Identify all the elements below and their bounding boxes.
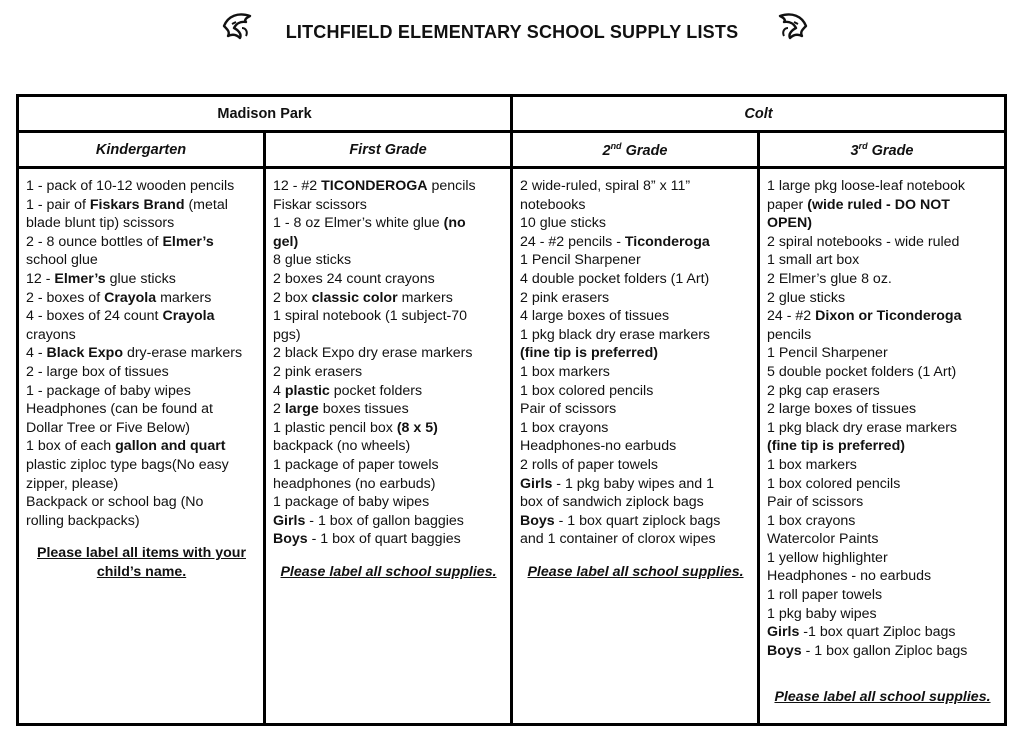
page-title: LITCHFIELD ELEMENTARY SCHOOL SUPPLY LISTS xyxy=(285,22,739,42)
list-item: 1 yellow highlighter xyxy=(767,549,888,566)
second-grade-list xyxy=(512,168,759,725)
list-item: Fiskar scissors xyxy=(273,196,367,213)
list-item: Headphones-no earbuds xyxy=(520,438,677,455)
list-item: 1 box markers xyxy=(520,363,610,380)
list-item: 2 pink erasers xyxy=(273,363,363,380)
list-item: Girls -1 box quart Ziploc bags xyxy=(767,624,956,641)
list-item: 1 box crayons xyxy=(520,419,609,436)
list-item: 2 box classic color markers xyxy=(273,289,453,306)
list-item: 2 glue sticks xyxy=(767,289,846,306)
list-item: 1 package of paper towels xyxy=(273,456,439,473)
list-item: 1 Pencil Sharpener xyxy=(520,252,641,269)
list-item: 1 - pack of 10-12 wooden pencils xyxy=(26,178,235,194)
list-item: pencils xyxy=(767,326,812,343)
list-item: 4 - Black Expo dry-erase markers xyxy=(26,345,243,362)
list-item: box of sandwich ziplock bags xyxy=(520,494,704,511)
list-item: 2 rolls of paper towels xyxy=(520,456,659,473)
list-item: OPEN) xyxy=(767,215,812,232)
list-item: 24 - #2 Dixon or Ticonderoga xyxy=(767,308,962,325)
list-item: 1 - package of baby wipes xyxy=(26,382,191,399)
list-item: 1 pkg black dry erase markers xyxy=(767,419,958,436)
list-item: pgs) xyxy=(273,326,301,343)
list-item: 4 double pocket folders (1 Art) xyxy=(520,270,710,287)
list-item: blade blunt tip) scissors xyxy=(26,215,175,232)
list-item: 2 wide-ruled, spiral 8” x 11” xyxy=(520,178,691,194)
list-item: 12 - Elmer’s glue sticks xyxy=(26,270,176,287)
school-header-madison-park: Madison Park xyxy=(18,96,512,132)
list-item: 1 box crayons xyxy=(767,512,856,529)
list-item: 1 small art box xyxy=(767,252,860,269)
list-item: 1 plastic pencil box (8 x 5) xyxy=(273,419,438,436)
list-item: Boys - 1 box of quart baggies xyxy=(273,531,461,548)
list-item: 24 - #2 pencils - Ticonderoga xyxy=(520,233,710,250)
grade-header-third: 3rd Grade xyxy=(759,132,1006,168)
list-item: 2 pink erasers xyxy=(520,289,610,306)
label-note: Please label all school supplies. xyxy=(774,689,991,706)
grade-header-kindergarten: Kindergarten xyxy=(18,132,265,168)
list-item: 4 large boxes of tissues xyxy=(520,308,670,325)
list-item: 4 plastic pocket folders xyxy=(273,382,423,399)
list-item: 2 spiral notebooks - wide ruled xyxy=(767,233,960,250)
label-note: Please label all items with your xyxy=(37,545,246,562)
list-item: 1 box colored pencils xyxy=(520,382,654,399)
list-item: plastic ziploc type bags(No easy xyxy=(26,456,229,473)
third-grade-list xyxy=(759,168,1006,725)
list-item: Boys - 1 box gallon Ziploc bags xyxy=(767,642,968,659)
list-item: Boys - 1 box quart ziplock bags xyxy=(520,512,721,529)
list-item: 2 - large box of tissues xyxy=(26,363,169,380)
list-item: 2 large boxes of tissues xyxy=(767,401,917,418)
list-item: crayons xyxy=(26,326,76,343)
list-item: 1 box colored pencils xyxy=(767,475,901,492)
list-item: Headphones - no earbuds xyxy=(767,568,932,585)
list-item: gel) xyxy=(273,233,299,250)
list-item: 8 glue sticks xyxy=(273,252,352,269)
list-item: Girls - 1 pkg baby wipes and 1 xyxy=(520,475,715,492)
page-header xyxy=(0,8,1024,58)
list-item: rolling backpacks) xyxy=(26,512,140,529)
list-item: 1 package of baby wipes xyxy=(273,494,430,511)
list-item: 2 pkg cap erasers xyxy=(767,382,880,399)
list-item: 1 - 8 oz Elmer’s white glue (no xyxy=(273,215,466,232)
list-item: paper (wide ruled - DO NOT xyxy=(767,196,950,213)
grade-header-second: 2nd Grade xyxy=(512,132,759,168)
supply-list-table xyxy=(16,94,1007,726)
school-header-colt: Colt xyxy=(512,96,1006,132)
grade-header-first: First Grade xyxy=(265,132,512,168)
list-item: 1 pkg baby wipes xyxy=(767,605,877,622)
list-item: Dollar Tree or Five Below) xyxy=(26,419,190,436)
list-item: 2 - boxes of Crayola markers xyxy=(26,289,212,306)
list-item: Headphones (can be found at xyxy=(26,401,213,418)
list-item: 1 box markers xyxy=(767,456,857,473)
list-item: 1 box of each gallon and quart xyxy=(26,438,226,455)
list-item: 2 - 8 ounce bottles of Elmer’s xyxy=(26,233,214,250)
list-item: 1 - pair of Fiskars Brand (metal xyxy=(26,196,228,213)
list-item: Pair of scissors xyxy=(520,401,617,418)
list-item: Backpack or school bag (No xyxy=(26,494,204,511)
list-item: 2 boxes 24 count crayons xyxy=(273,270,435,287)
kindergarten-list xyxy=(18,168,265,725)
list-item: 5 double pocket folders (1 Art) xyxy=(767,363,957,380)
list-item: 2 Elmer’s glue 8 oz. xyxy=(767,270,892,287)
list-item: Watercolor Paints xyxy=(767,531,879,548)
list-item: 2 large boxes tissues xyxy=(273,401,409,418)
list-item: headphones (no earbuds) xyxy=(273,475,436,492)
list-item: 12 - #2 TICONDEROGA pencils xyxy=(273,178,476,194)
list-item: 1 spiral notebook (1 subject-70 xyxy=(273,308,468,325)
label-note: Please label all school supplies. xyxy=(527,563,744,580)
list-item: 1 Pencil Sharpener xyxy=(767,345,888,362)
label-note: Please label all school supplies. xyxy=(280,563,497,580)
list-item: 1 large pkg loose-leaf notebook xyxy=(767,178,965,194)
list-item: Girls - 1 box of gallon baggies xyxy=(273,512,464,529)
panther-mascot-icon xyxy=(770,8,810,44)
label-note: child’s name. xyxy=(96,563,187,580)
list-item: and 1 container of clorox wipes xyxy=(520,531,716,548)
list-item: 4 - boxes of 24 count Crayola xyxy=(26,308,215,325)
list-item: (fine tip is preferred) xyxy=(520,345,658,362)
list-item: notebooks xyxy=(520,196,586,213)
list-item: (fine tip is preferred) xyxy=(767,438,905,455)
list-item: 1 pkg black dry erase markers xyxy=(520,326,711,343)
list-item: zipper, please) xyxy=(26,475,119,492)
list-item: 1 roll paper towels xyxy=(767,587,883,604)
list-item: 2 black Expo dry erase markers xyxy=(273,345,473,362)
first-grade-list xyxy=(265,168,512,725)
list-item: backpack (no wheels) xyxy=(273,438,411,455)
list-item: Pair of scissors xyxy=(767,494,864,511)
list-item: school glue xyxy=(26,252,98,269)
list-item: 10 glue sticks xyxy=(520,215,606,232)
